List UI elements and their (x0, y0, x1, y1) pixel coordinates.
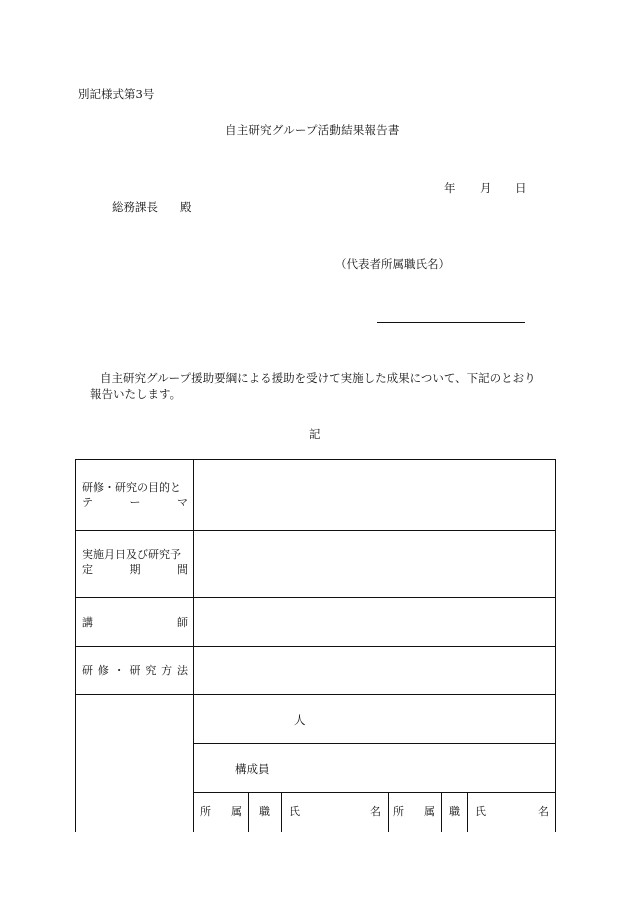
body-text-line2: 報告いたします。 (90, 387, 182, 401)
people-unit: 人 (294, 713, 306, 727)
method-value-cell[interactable] (194, 647, 555, 694)
members-label: 構成員 (235, 762, 270, 776)
signature-line (377, 322, 525, 323)
date-month-label: 月 (480, 181, 492, 195)
member-header-position-1: 職 (259, 805, 270, 818)
addressee-honorific: 殿 (180, 200, 192, 214)
form-number: 別記様式第3号 (78, 87, 155, 101)
addressee-name: 総務課長 (112, 200, 158, 214)
ki-label: 記 (309, 427, 321, 441)
period-label-line1: 実施月日及び研究予 (82, 548, 181, 561)
member-header-affiliation-2: 所 属 (393, 805, 435, 818)
representative-label: （代表者所属職氏名） (335, 257, 450, 271)
theme-label-line1: 研修・研究の目的と (82, 481, 181, 494)
people-count-cell[interactable] (194, 695, 289, 743)
theme-value-cell[interactable] (194, 460, 555, 530)
period-label (82, 547, 188, 577)
lecturer-value-cell[interactable] (194, 598, 555, 646)
method-label: 研 修 ・ 研 究 方 法 (82, 664, 188, 677)
document-title: 自主研究グループ活動結果報告書 (225, 123, 400, 137)
member-header-name-1: 氏 名 (289, 805, 381, 818)
member-header-affiliation-1: 所 属 (200, 805, 242, 818)
period-label-line2: 定 期 間 (82, 563, 188, 576)
date-year-label: 年 (444, 181, 456, 195)
body-text-line1: 自主研究グループ援助要綱による援助を受けて実施した成果について、下記のとおり (100, 371, 536, 385)
period-value-cell[interactable] (194, 531, 555, 597)
theme-label (82, 480, 188, 510)
theme-label-line2: テ ー マ (82, 496, 188, 509)
member-header-name-2: 氏 名 (475, 805, 549, 818)
date-day-label: 日 (515, 181, 527, 195)
lecturer-label: 講 師 (82, 616, 188, 629)
member-header-position-2: 職 (449, 805, 460, 818)
